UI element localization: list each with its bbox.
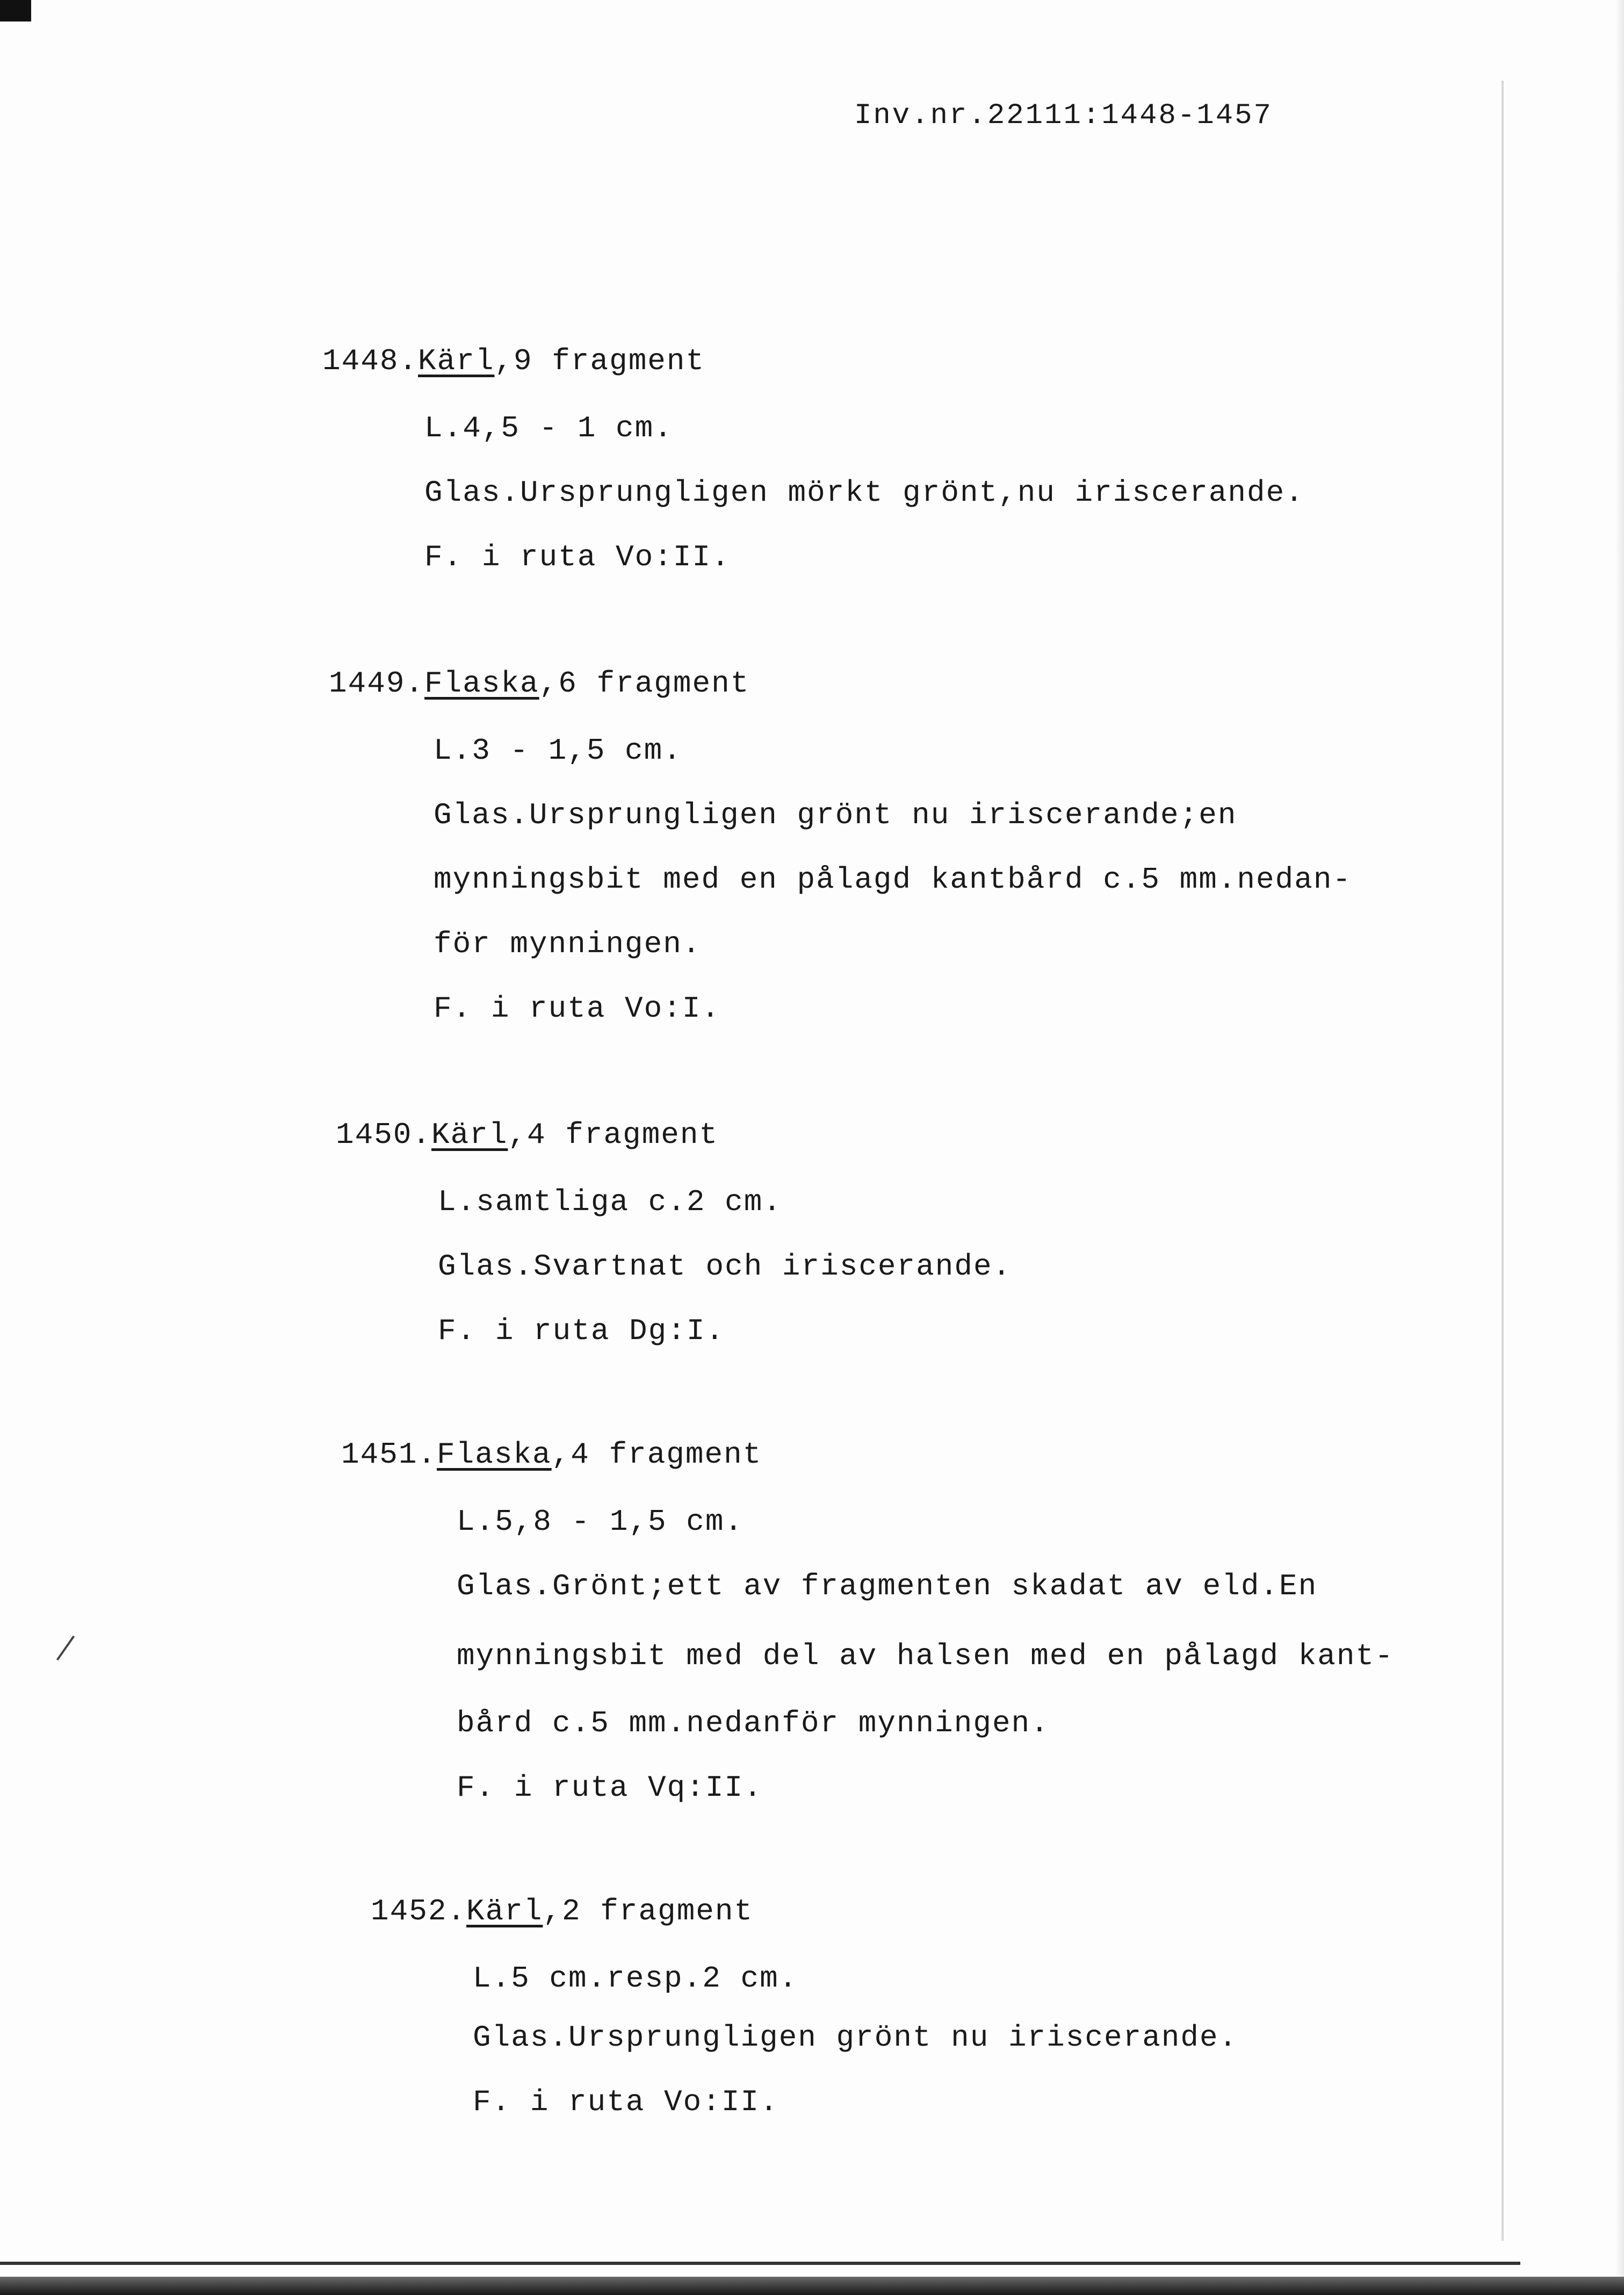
entry-fragment-count: ,4 fragment: [551, 1437, 762, 1472]
entry-length: L.3 - 1,5 cm.: [434, 733, 682, 768]
entry-description-cont: för mynningen.: [434, 927, 702, 961]
entry-number: 1449.: [329, 666, 425, 701]
entry-fragment-count: ,4 fragment: [508, 1118, 719, 1152]
entry-heading: [336, 1118, 718, 1152]
entry-description: Glas.Grönt;ett av fragmenten skadat av eld.En: [457, 1569, 1318, 1603]
entry-heading: [322, 344, 705, 378]
entry-fragment-count: ,2 fragment: [543, 1894, 754, 1929]
entry-fragment-count: ,9 fragment: [494, 344, 705, 378]
entry-object-type: Kärl: [418, 344, 495, 378]
entry-find-location: F. i ruta Vo:II.: [424, 540, 731, 574]
scan-corner-mark: [0, 0, 31, 21]
entry-heading: [341, 1437, 762, 1472]
entry-length: L.samtliga c.2 cm.: [438, 1185, 782, 1219]
entry-description-cont: mynningsbit med del av halsen med en pålagd kant-: [457, 1639, 1394, 1673]
entry-description: Glas.Ursprungligen grönt nu iriscerande.: [473, 2020, 1238, 2055]
page-bottom-edge: [0, 2277, 1624, 2295]
stray-pen-mark: [56, 1636, 75, 1661]
entry-number: 1452.: [371, 1894, 467, 1929]
entry-object-type: Kärl: [466, 1894, 543, 1929]
page-right-edge: [1614, 0, 1624, 2295]
page-fold-shadow: [1502, 81, 1504, 2241]
entry-heading: [329, 666, 749, 701]
entry-description-cont: bård c.5 mm.nedanför mynningen.: [457, 1706, 1050, 1740]
entry-description: Glas.Ursprungligen grönt nu iriscerande;en: [434, 798, 1237, 832]
entry-find-location: F. i ruta Vq:II.: [457, 1771, 763, 1805]
entry-object-type: Kärl: [431, 1118, 508, 1152]
inventory-number: Inv.nr.22111:1448-1457: [854, 99, 1273, 132]
entry-number: 1451.: [341, 1437, 437, 1472]
entry-object-type: Flaska: [437, 1437, 552, 1472]
entry-find-location: F. i ruta Vo:I.: [434, 991, 721, 1026]
entry-length: L.5 cm.resp.2 cm.: [473, 1961, 798, 1996]
entry-length: L.5,8 - 1,5 cm.: [457, 1505, 744, 1539]
entry-description-cont: mynningsbit med en pålagd kantbård c.5 mm.nedan-: [434, 862, 1352, 897]
page-bottom-rule: [0, 2262, 1520, 2265]
entry-find-location: F. i ruta Vo:II.: [473, 2085, 779, 2119]
entry-object-type: Flaska: [424, 666, 539, 701]
entry-number: 1450.: [336, 1118, 432, 1152]
entry-description: Glas.Ursprungligen mörkt grönt,nu iriscerande.: [424, 476, 1304, 510]
entry-fragment-count: ,6 fragment: [539, 666, 750, 701]
entry-description: Glas.Svartnat och iriscerande.: [438, 1249, 1012, 1284]
entry-find-location: F. i ruta Dg:I.: [438, 1314, 725, 1348]
entry-heading: [371, 1894, 753, 1929]
entry-number: 1448.: [322, 344, 418, 378]
entry-length: L.4,5 - 1 cm.: [424, 411, 673, 445]
